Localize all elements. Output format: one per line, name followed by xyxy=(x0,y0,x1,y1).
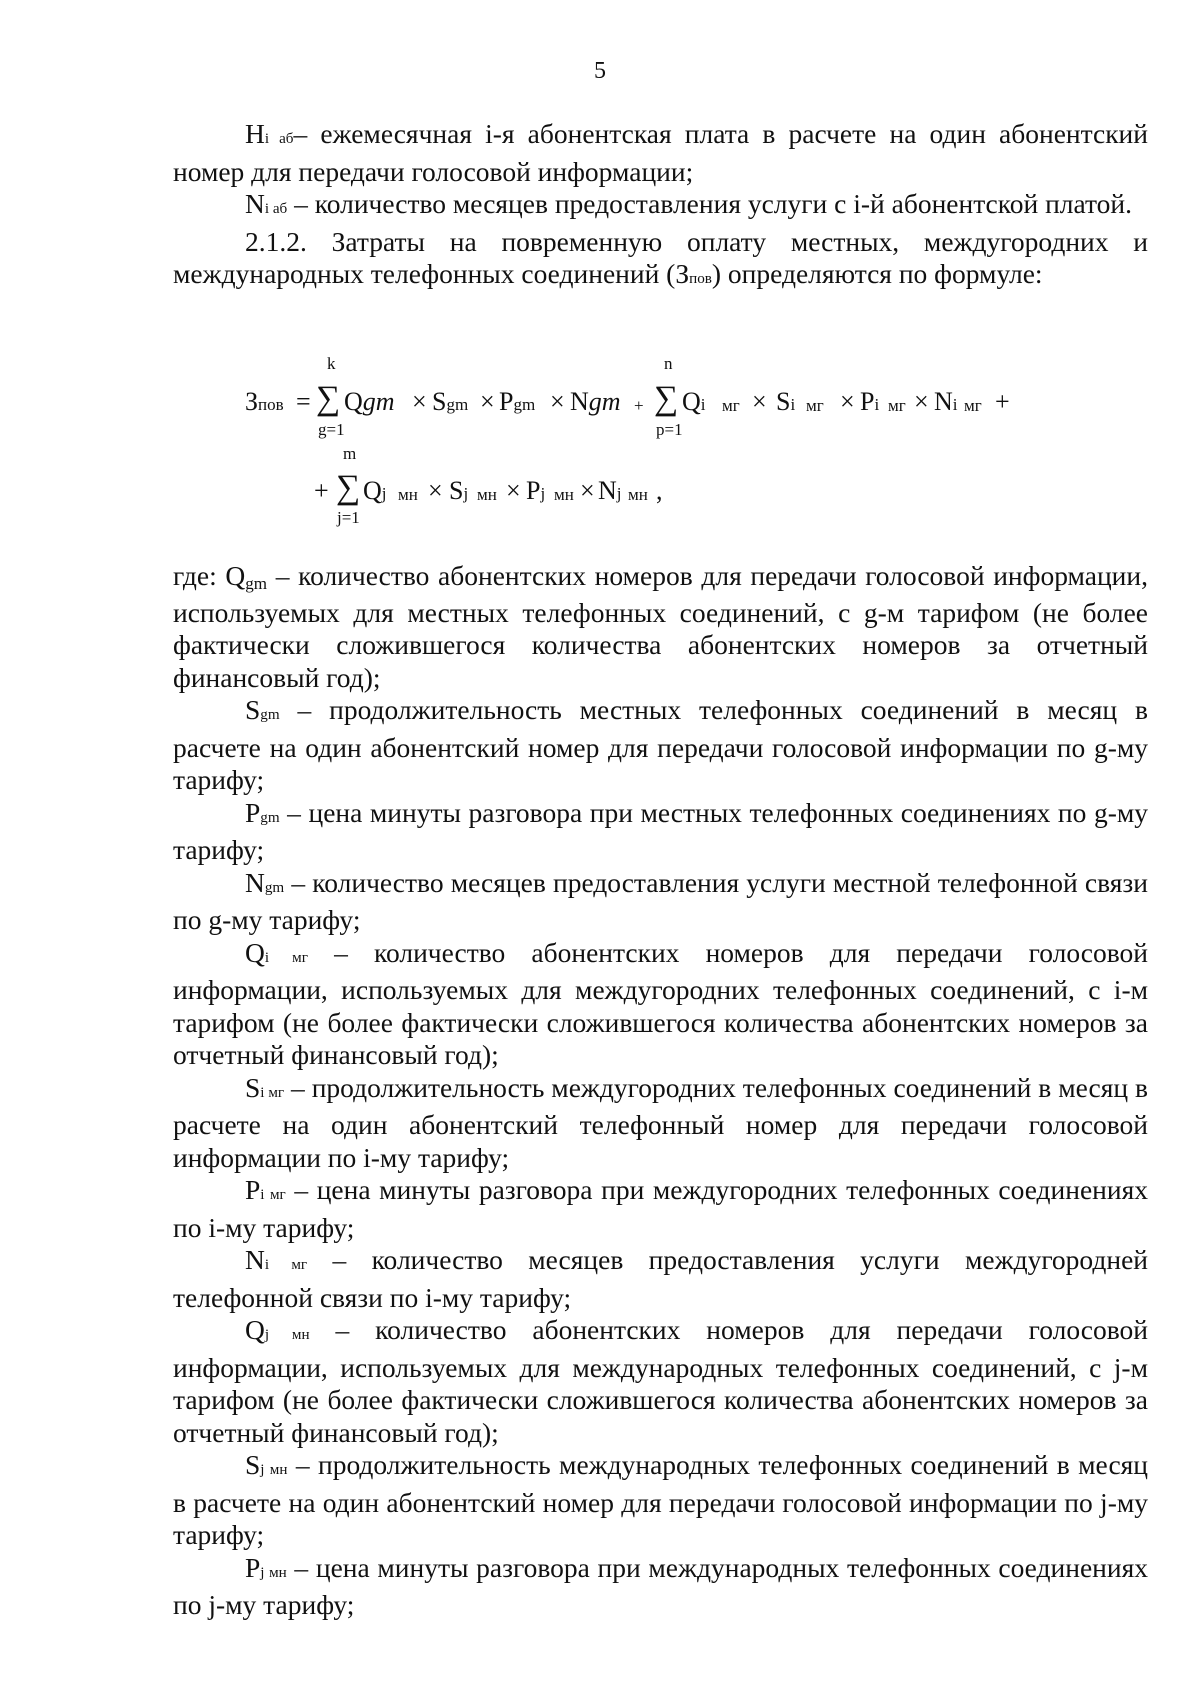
sum3-lower-limit: j=1 xyxy=(337,508,360,527)
sum1-lower-limit: g=1 xyxy=(318,420,345,439)
definition-paragraph xyxy=(173,867,1148,937)
times-sign: × xyxy=(428,476,443,505)
sum2-upper-limit: n xyxy=(664,354,673,373)
gm-index: gm xyxy=(588,387,621,416)
section-text: 2.1.2. Затраты на повременную оплату местных, междугородних и международных телефонных соединений (З xyxy=(173,225,1148,289)
symbol-main: P xyxy=(245,1551,261,1583)
definition-text: – ежемесячная i-я абонентская плата в расчете на один абонентский номер для передачи голосовой информации; xyxy=(173,118,1148,187)
i-index: i xyxy=(700,395,706,414)
times-sign: × xyxy=(506,476,521,505)
term-q-gm xyxy=(344,387,395,417)
symbol-main: N xyxy=(245,188,265,219)
symbol-main: S xyxy=(245,694,261,725)
times-sign: × xyxy=(914,387,929,416)
term-n-gm xyxy=(570,387,621,417)
term-s-i-mg xyxy=(776,387,795,417)
definition-text: – количество месяцев предоставления услуги междугородней телефонной связи по i-му тарифу; xyxy=(173,1244,1149,1313)
definition-paragraph xyxy=(173,560,1148,694)
definition-paragraph xyxy=(173,937,1148,1072)
n-symbol: N xyxy=(570,387,589,416)
i-index: i xyxy=(790,395,796,414)
gm-index: gm xyxy=(513,395,536,414)
symbol-subscript: i аб xyxy=(264,201,288,217)
n-symbol: N xyxy=(934,387,953,416)
j-index: j xyxy=(540,484,546,503)
definition-lead: где: xyxy=(173,560,226,591)
lhs-symbol: З xyxy=(245,387,259,416)
q-symbol: Q xyxy=(682,387,701,416)
definition-text: – продолжительность междугородних телефонных соединений в месяц в расчете на один абонентский телефонный номер для передачи голосовой информации по i-му тарифу; xyxy=(173,1071,1148,1173)
plus-sign: + xyxy=(314,476,329,505)
definition-paragraph xyxy=(173,1072,1148,1175)
term-n-j-mn xyxy=(598,476,622,506)
symbol-main: Q xyxy=(245,1314,265,1345)
mn-index: мн xyxy=(554,485,574,504)
definition-text: – количество месяцев предоставления услуги с i-й абонентской платой. xyxy=(287,188,1133,219)
mg-index: мг xyxy=(722,396,740,415)
symbol-subscript: j мн xyxy=(260,1564,287,1581)
term-s-gm xyxy=(432,387,468,417)
lhs-subscript: пов xyxy=(258,395,284,414)
section-tail: ) определяются по формуле: xyxy=(711,258,1043,289)
definition-paragraph xyxy=(173,694,1148,797)
q-symbol: Q xyxy=(363,476,382,505)
symbol-main: Q xyxy=(245,936,265,968)
times-sign: × xyxy=(412,387,427,416)
mg-index: мг xyxy=(888,396,906,415)
i-index: i xyxy=(952,395,958,414)
mn-index: мн xyxy=(477,485,497,504)
term-p-i-mg xyxy=(860,387,879,417)
definition-text: – количество абонентских номеров для передачи голосовой информации, используемых для местных телефонных соединений, с g-м тарифом (не более фактически сложившегося количества абонентских номеров за отчетный финансовый год); xyxy=(173,560,1148,693)
symbol-main: Q xyxy=(225,560,246,591)
definition-text: – количество месяцев предоставления услуги местной телефонной связи по g-му тарифу; xyxy=(173,866,1148,935)
definition-paragraph xyxy=(173,1314,1148,1449)
definition-paragraph xyxy=(173,1244,1148,1314)
section-subscript: пов xyxy=(689,271,712,287)
term-s-j-mn xyxy=(449,476,468,506)
times-sign: × xyxy=(480,387,495,416)
term-p-j-mn xyxy=(526,476,545,506)
j-index: j xyxy=(381,484,387,503)
times-sign: × xyxy=(840,387,855,416)
p-symbol: P xyxy=(860,387,875,416)
symbol-subscript: gm xyxy=(260,707,280,723)
formula-lhs xyxy=(245,387,284,417)
definition-paragraph xyxy=(173,797,1148,867)
term-q-i-mg xyxy=(682,387,706,417)
plus-sign: + xyxy=(995,387,1010,416)
s-symbol: S xyxy=(776,387,791,416)
symbol-subscript: i мг xyxy=(260,1187,286,1203)
p-symbol: P xyxy=(526,476,541,505)
symbol-subscript: j мн xyxy=(260,1462,288,1478)
j-index: j xyxy=(463,484,469,503)
definition-text: – продолжительность международных телефонных соединений в месяц в расчете на один абонентский номер для передачи голосовой информации по j-му тарифу; xyxy=(173,1449,1149,1550)
definition-text: – количество абонентских номеров для передачи голосовой информации, используемых для международных телефонных соединений, с j-м тарифом (не более фактически сложившегося количества абонентских номеров за отчетный финансовый год); xyxy=(173,1314,1148,1448)
mn-index: мн xyxy=(398,485,418,504)
symbol-main: Н xyxy=(245,118,265,149)
definitions-block xyxy=(173,560,1148,1622)
symbol-subscript: gm xyxy=(245,574,268,594)
term-q-j-mn xyxy=(363,476,387,506)
s-symbol: S xyxy=(449,476,464,505)
gm-index: gm xyxy=(446,395,469,414)
symbol-main: N xyxy=(245,1244,265,1275)
mg-index: мг xyxy=(806,396,824,415)
symbol-subscript: i аб xyxy=(264,131,294,147)
equals-sign: = xyxy=(296,387,311,416)
symbol-subscript: gm xyxy=(264,879,285,896)
symbol-subscript: i мг xyxy=(260,1084,285,1101)
definition-paragraph xyxy=(173,1552,1148,1622)
mn-index: мн xyxy=(628,485,648,504)
plus-sign: + xyxy=(634,396,644,415)
sum3-sigma: ∑ xyxy=(336,469,361,506)
symbol-subscript: i мг xyxy=(264,1257,308,1273)
symbol-main: S xyxy=(245,1449,261,1480)
mg-index: мг xyxy=(964,396,982,415)
term-p-gm xyxy=(499,387,535,417)
definition-text: – цена минуты разговора при местных телефонных соединениях по g-му тарифу; xyxy=(173,796,1148,865)
symbol-main: P xyxy=(245,796,261,828)
n-symbol: N xyxy=(598,476,617,505)
p-symbol: P xyxy=(499,387,514,416)
symbol-subscript: i мг xyxy=(264,949,308,966)
sum3-upper-limit: m xyxy=(343,444,357,463)
definition-text: – цена минуты разговора при международных телефонных соединениях по j-му тарифу; xyxy=(173,1551,1148,1620)
times-sign: × xyxy=(580,476,595,505)
symbol-main: S xyxy=(245,1071,261,1103)
definition-paragraph xyxy=(173,1449,1148,1552)
symbol-main: N xyxy=(245,866,265,898)
definition-text: – цена минуты разговора при междугородних телефонных соединениях по i-му тарифу; xyxy=(173,1174,1149,1243)
symbol-subscript: gm xyxy=(260,809,280,826)
page-number: 5 xyxy=(594,58,606,84)
j-index: j xyxy=(616,484,622,503)
q-symbol: Q xyxy=(344,387,363,416)
s-symbol: S xyxy=(432,387,447,416)
definition-paragraph xyxy=(173,1174,1148,1244)
symbol-main: P xyxy=(245,1174,261,1205)
times-sign: × xyxy=(752,387,767,416)
term-n-i-mg xyxy=(934,387,958,417)
formula-comma: , xyxy=(656,476,663,505)
sum2-lower-limit: p=1 xyxy=(656,420,683,439)
sum1-upper-limit: k xyxy=(327,354,336,373)
definition-text: – продолжительность местных телефонных соединений в месяц в расчете на один абонентский номер для передачи голосовой информации по g-му тарифу; xyxy=(173,694,1148,795)
times-sign: × xyxy=(550,387,565,416)
sum1-sigma: ∑ xyxy=(316,380,341,417)
i-index: i xyxy=(874,395,880,414)
symbol-subscript: j мн xyxy=(264,1327,310,1343)
definition-text: – количество абонентских номеров для передачи голосовой информации, используемых для междугородних телефонных соединений, с i-м тарифом (не более фактически сложившегося количества абонентских номеров за отчетный финансовый год); xyxy=(173,936,1148,1070)
gm-index: gm xyxy=(362,387,395,416)
sum2-sigma: ∑ xyxy=(654,380,679,417)
